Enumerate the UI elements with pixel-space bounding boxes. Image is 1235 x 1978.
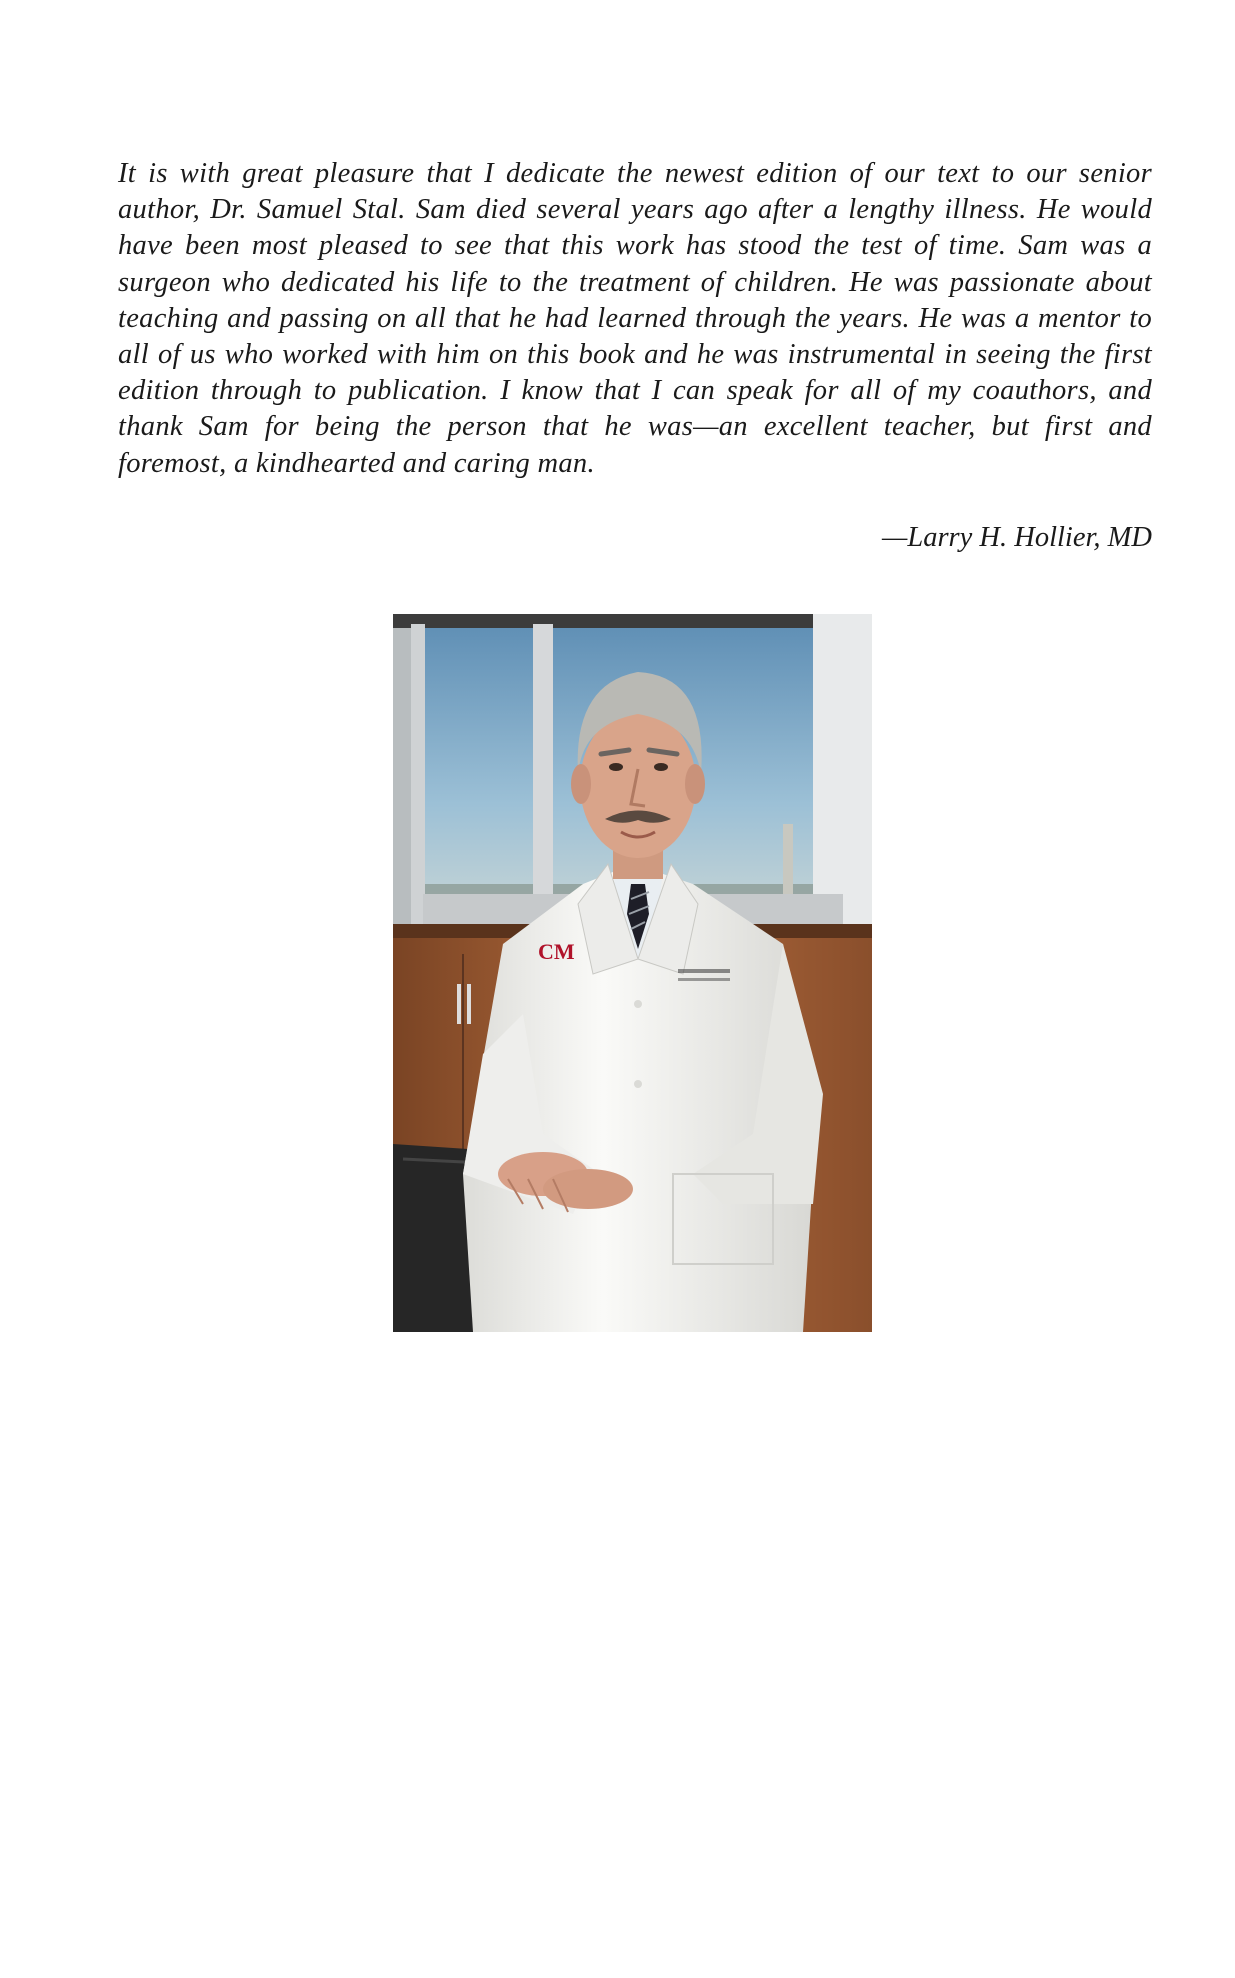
distant-tower [783, 824, 793, 904]
eye-left [609, 763, 623, 771]
coat-button-1 [634, 1000, 642, 1008]
name-embroidery-line-2 [678, 978, 730, 981]
dedication-paragraph: It is with great pleasure that I dedicate the newest edition of our text to our senior author, Dr. Samuel Stal. Sam died several years ago after a lengthy illness. He would have been most pleased to see that this work has stood the test of time. Sam was a surgeon who dedicated his life to the treatment of children. He was passionate about teaching and passing on all that he had learned through the years. He was a mentor to all of us who worked with him on this book and he was instrumental in seeing the first edition through to publication. I know that I can speak for all of my coauthors, and thank Sam for being the person that he was—an excellent teacher, but first and foremost, a kindhearted and caring man. [118, 158, 1152, 479]
coat-logo: CM [538, 939, 575, 964]
portrait-photo [393, 614, 872, 1332]
portrait-illustration [393, 614, 872, 1332]
ear-left [571, 764, 591, 804]
ear-right [685, 764, 705, 804]
cabinet-handle-left [457, 984, 461, 1024]
cabinet-handle-right [467, 984, 471, 1024]
window-frame-mid [533, 624, 553, 924]
eye-right [654, 763, 668, 771]
ceiling-edge [393, 614, 872, 628]
window-frame-left [411, 624, 425, 924]
dedication-signature: —Larry H. Hollier, MD [882, 522, 1152, 553]
name-embroidery-line-1 [678, 969, 730, 973]
coat-button-2 [634, 1080, 642, 1088]
